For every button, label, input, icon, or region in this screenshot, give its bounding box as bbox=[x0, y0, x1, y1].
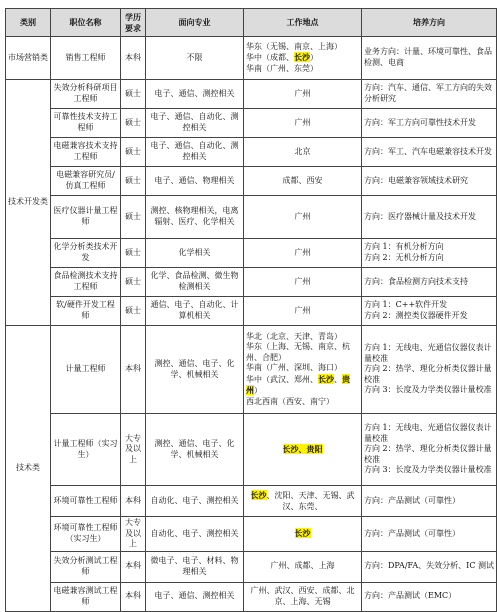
direction-line: 方向：产品测试（EMC） bbox=[364, 591, 457, 601]
direction-line: 方向：DPA/FA、失效分析、IC 测试 bbox=[364, 561, 494, 571]
position-cell: 食品检测技术支持工程师 bbox=[51, 268, 121, 297]
location-text: 华中（成都、 bbox=[246, 53, 294, 63]
direction-cell bbox=[362, 414, 497, 486]
education-cell: 硕士 bbox=[121, 167, 146, 196]
location-text: 华南（广州、深圳、海口） bbox=[246, 363, 342, 373]
location-cell bbox=[244, 326, 362, 414]
position-cell: 电磁兼容技术支持工程师 bbox=[51, 138, 121, 167]
location-cell bbox=[244, 582, 362, 611]
location-text: ） bbox=[254, 386, 262, 396]
location-text: 、沈阳、天津、无锡、武汉、东莞、 bbox=[266, 490, 355, 511]
direction-line: 方向 1：有机分析方向 bbox=[364, 242, 444, 252]
location-cell bbox=[244, 414, 362, 486]
table-row bbox=[6, 196, 497, 239]
location-cell bbox=[244, 517, 362, 552]
position-cell: 失效分析科研项目工程师 bbox=[51, 80, 121, 109]
direction-cell bbox=[362, 268, 497, 297]
direction-cell bbox=[362, 167, 497, 196]
direction-line: 方向：军工方向可靠性技术开发 bbox=[364, 117, 476, 127]
location-line bbox=[246, 64, 359, 75]
major-cell: 自动化、电子、测控相关 bbox=[146, 517, 244, 552]
table-row bbox=[6, 582, 497, 611]
location-text: 广州 bbox=[294, 276, 311, 286]
direction-line: 方向 2：测控类仪器硬件开发 bbox=[364, 311, 468, 320]
direction-line: 方向：汽车、通信、军工方向的失效分析研究 bbox=[364, 83, 492, 103]
direction-line: 方向：医疗器械计量及技术开发 bbox=[364, 211, 476, 221]
table-row bbox=[6, 517, 497, 552]
location-line bbox=[246, 444, 359, 456]
location-text: ） bbox=[310, 53, 318, 63]
location-cell bbox=[244, 486, 362, 517]
major-cell: 微电子、电子、材料、物理相关 bbox=[146, 551, 244, 582]
location-line bbox=[246, 248, 359, 259]
highlighted-location: 贵州 bbox=[246, 373, 350, 396]
location-line bbox=[246, 52, 359, 64]
position-cell: 环境可靠性工程师（实习生） bbox=[51, 517, 121, 552]
direction-cell bbox=[362, 37, 497, 80]
location-cell bbox=[244, 196, 362, 239]
location-text: 广州 bbox=[294, 117, 311, 127]
table-row bbox=[6, 551, 497, 582]
education-cell: 硕士 bbox=[121, 138, 146, 167]
location-text: 广州 bbox=[294, 247, 311, 257]
education-cell: 本科 bbox=[121, 326, 146, 414]
major-cell: 电子、通信、物理相关 bbox=[146, 167, 244, 196]
education-cell: 硕士 bbox=[121, 239, 146, 268]
major-cell: 测控、通信、电子、化学、机械相关 bbox=[146, 326, 244, 414]
position-cell: 计量工程师 bbox=[51, 326, 121, 414]
location-line bbox=[246, 89, 359, 100]
education-cell: 大专及以上 bbox=[121, 414, 146, 486]
highlighted-location: 长沙 bbox=[318, 373, 334, 384]
location-line bbox=[246, 374, 359, 397]
location-line bbox=[246, 118, 359, 129]
direction-line: 方向：产品测试（可靠性） bbox=[364, 528, 460, 538]
direction-cell bbox=[362, 326, 497, 414]
direction-cell bbox=[362, 551, 497, 582]
education-cell: 硕士 bbox=[121, 80, 146, 109]
major-cell: 测控、通信、电子、化学、机械相关 bbox=[146, 414, 244, 486]
position-cell: 医疗仪器计量工程师 bbox=[51, 196, 121, 239]
header-location: 工作地点 bbox=[244, 9, 362, 37]
table-row bbox=[6, 297, 497, 326]
location-line bbox=[246, 342, 359, 363]
location-cell bbox=[244, 167, 362, 196]
highlighted-location: 长沙、贵阳 bbox=[282, 443, 323, 454]
position-cell: 计量工程师（实习生） bbox=[51, 414, 121, 486]
direction-cell bbox=[362, 486, 497, 517]
highlighted-location: 长沙 bbox=[294, 52, 310, 63]
category-cell: 市场营销类 bbox=[6, 37, 51, 80]
location-text: 广州、成都、上海 bbox=[270, 561, 335, 571]
location-line bbox=[246, 363, 359, 374]
education-cell: 硕士 bbox=[121, 297, 146, 326]
direction-line: 方向 1：无线电、光通信仪器仪表计量校准 bbox=[364, 423, 492, 443]
position-cell: 可靠性技术支持工程师 bbox=[51, 109, 121, 138]
location-line bbox=[246, 212, 359, 223]
education-cell: 本科 bbox=[121, 551, 146, 582]
direction-cell bbox=[362, 297, 497, 326]
direction-line: 业务方向：计量、环境可靠性、食品检测、电商 bbox=[364, 47, 492, 67]
location-cell bbox=[244, 138, 362, 167]
location-text: 广州、武汉、西安、成都、北京、上海、无锡 bbox=[250, 586, 355, 606]
major-cell: 电子、通信、自动化、测控相关 bbox=[146, 138, 244, 167]
direction-cell bbox=[362, 138, 497, 167]
table-row bbox=[6, 109, 497, 138]
position-cell: 环境可靠性工程师 bbox=[51, 486, 121, 517]
location-text: 华南（广州、东莞） bbox=[246, 63, 318, 73]
location-line bbox=[246, 306, 359, 317]
major-cell: 电子、通信、测控相关 bbox=[146, 582, 244, 611]
position-cell: 化学分析类技术开发 bbox=[51, 239, 121, 268]
major-cell: 化学相关 bbox=[146, 239, 244, 268]
direction-line: 方向 1：C++软件开发 bbox=[364, 300, 448, 310]
table-row bbox=[6, 80, 497, 109]
table-row bbox=[6, 37, 497, 80]
location-line bbox=[246, 490, 359, 512]
location-line bbox=[246, 332, 359, 343]
location-line bbox=[246, 528, 359, 540]
education-cell: 硕士 bbox=[121, 196, 146, 239]
location-cell bbox=[244, 268, 362, 297]
location-cell bbox=[244, 297, 362, 326]
location-text: 广州 bbox=[294, 211, 311, 221]
location-line bbox=[246, 397, 359, 408]
major-cell: 通信、电子、自动化、计算机相关 bbox=[146, 297, 244, 326]
header-position: 职位名称 bbox=[51, 9, 121, 37]
location-cell bbox=[244, 37, 362, 80]
direction-cell bbox=[362, 517, 497, 552]
category-cell: 技术类 bbox=[6, 326, 51, 612]
direction-line: 方向 1：无线电、光通信仪器仪表计量校准 bbox=[364, 343, 492, 363]
table-row bbox=[6, 414, 497, 486]
direction-line: 方向：军工、汽车电磁兼容技术开发 bbox=[364, 146, 492, 156]
header-direction: 培养方向 bbox=[362, 9, 497, 37]
direction-line: 方向：电磁兼容领域技术研究 bbox=[364, 175, 468, 185]
location-text: 华中（武汉、郑州、 bbox=[246, 374, 318, 384]
location-text: 北京 bbox=[294, 146, 311, 156]
category-cell: 技术开发类 bbox=[6, 80, 51, 326]
direction-line: 方向 2：热学、理化分析类仪器计量校准 bbox=[364, 444, 492, 464]
major-cell: 不限 bbox=[146, 37, 244, 80]
location-line bbox=[246, 42, 359, 53]
direction-cell bbox=[362, 239, 497, 268]
highlighted-location: 长沙 bbox=[250, 489, 267, 500]
table-row bbox=[6, 326, 497, 414]
location-text: 广州 bbox=[294, 88, 311, 98]
direction-line: 方向 3：长度及力学类仪器计量校准 bbox=[364, 385, 492, 395]
education-cell: 本科 bbox=[121, 37, 146, 80]
location-line bbox=[246, 176, 359, 187]
location-text: 西北西南（西安、南宁） bbox=[246, 396, 334, 406]
direction-cell bbox=[362, 80, 497, 109]
location-cell bbox=[244, 109, 362, 138]
location-line bbox=[246, 561, 359, 572]
header-education: 学历要求 bbox=[121, 9, 146, 37]
highlighted-location: 长沙 bbox=[294, 528, 311, 539]
position-cell: 电磁兼容测试工程师 bbox=[51, 582, 121, 611]
table-body bbox=[6, 37, 497, 612]
major-cell: 测控、核物理相关，电离辐射、医疗、化学相关 bbox=[146, 196, 244, 239]
education-cell: 硕士 bbox=[121, 268, 146, 297]
location-text: 华北（北京、天津、青岛） bbox=[246, 331, 342, 341]
major-cell: 电子、通信、自动化、测控相关 bbox=[146, 109, 244, 138]
education-cell: 本科 bbox=[121, 582, 146, 611]
location-text: 华东（上海、无锡、南京、杭州、合肥） bbox=[246, 342, 350, 362]
direction-line: 方向 2：热学、理化分析类仪器计量校准 bbox=[364, 364, 492, 384]
direction-cell bbox=[362, 109, 497, 138]
location-cell bbox=[244, 551, 362, 582]
table-row bbox=[6, 239, 497, 268]
location-line bbox=[246, 277, 359, 288]
direction-line: 方向 3：长度及力学类仪器计量校准 bbox=[364, 465, 492, 475]
position-cell: 软/硬件开发工程师 bbox=[51, 297, 121, 326]
location-text: 成都、西安 bbox=[282, 175, 323, 185]
education-cell: 大专及以上 bbox=[121, 517, 146, 552]
major-cell: 自动化、电子、测控相关 bbox=[146, 486, 244, 517]
education-cell: 硕士 bbox=[121, 109, 146, 138]
location-cell bbox=[244, 80, 362, 109]
direction-cell bbox=[362, 196, 497, 239]
major-cell: 电子、通信、测控相关 bbox=[146, 80, 244, 109]
table-row bbox=[6, 167, 497, 196]
table-row bbox=[6, 138, 497, 167]
table-row bbox=[6, 486, 497, 517]
direction-cell bbox=[362, 582, 497, 611]
header-major: 面向专业 bbox=[146, 9, 244, 37]
location-line bbox=[246, 147, 359, 158]
location-text: 华东（无锡、南京、上海） bbox=[246, 41, 342, 51]
recruitment-table bbox=[5, 8, 497, 612]
major-cell: 化学、食品检测、微生物检测相关 bbox=[146, 268, 244, 297]
position-cell: 销售工程师 bbox=[51, 37, 121, 80]
position-cell: 失效分析测试工程师 bbox=[51, 551, 121, 582]
position-cell: 电磁兼容研究员/仿真工程师 bbox=[51, 167, 121, 196]
direction-line: 方向 2：无机分析方向 bbox=[364, 253, 444, 262]
education-cell: 本科 bbox=[121, 486, 146, 517]
table-row bbox=[6, 268, 497, 297]
header-row bbox=[6, 9, 497, 37]
direction-line: 方向：食品检测方向技术支持 bbox=[364, 276, 468, 286]
location-text: 广州 bbox=[294, 305, 311, 315]
location-cell bbox=[244, 239, 362, 268]
direction-line: 方向：产品测试（可靠性） bbox=[364, 495, 460, 505]
location-line bbox=[246, 586, 359, 607]
header-category: 类别 bbox=[6, 9, 51, 37]
location-text: 、 bbox=[334, 374, 342, 384]
